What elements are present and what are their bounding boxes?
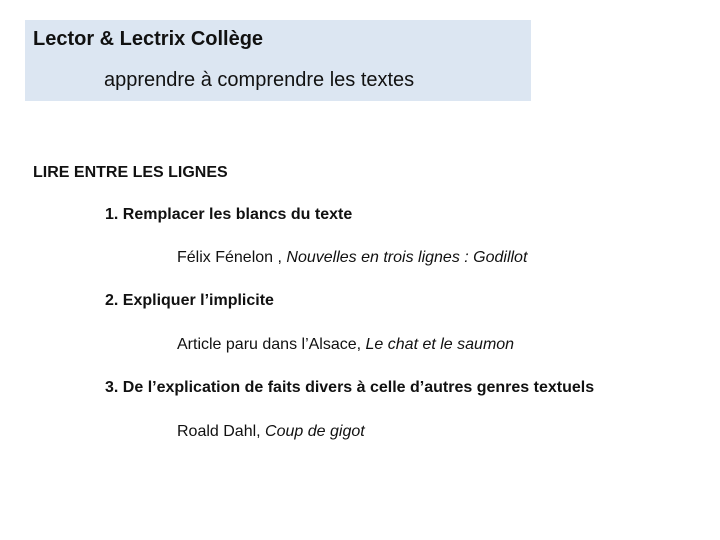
item-reference-work: Coup de gigot bbox=[265, 423, 365, 440]
item-heading-1: 1. Remplacer les blancs du texte bbox=[105, 206, 353, 223]
item-heading-2: 2. Expliquer l’implicite bbox=[105, 292, 274, 309]
item-reference-work: Le chat et le saumon bbox=[365, 336, 515, 353]
item-reference-2 bbox=[177, 336, 514, 354]
item-reference-3 bbox=[177, 423, 365, 441]
item-reference-author: Roald Dahl, bbox=[177, 423, 266, 440]
item-reference-work: Nouvelles en trois lignes : Godillot bbox=[286, 249, 528, 266]
item-reference-1 bbox=[177, 249, 527, 267]
header-title: Lector & Lectrix Collège bbox=[33, 28, 264, 50]
item-reference-author: Article paru dans l’Alsace, bbox=[177, 336, 366, 353]
item-reference-author: Félix Fénelon , bbox=[177, 249, 287, 266]
section-title: LIRE ENTRE LES LIGNES bbox=[33, 164, 228, 181]
header-subtitle: apprendre à comprendre les textes bbox=[104, 69, 415, 91]
header-banner bbox=[25, 20, 531, 101]
item-heading-3: 3. De l’explication de faits divers à celle d’autres genres textuels bbox=[105, 379, 595, 396]
